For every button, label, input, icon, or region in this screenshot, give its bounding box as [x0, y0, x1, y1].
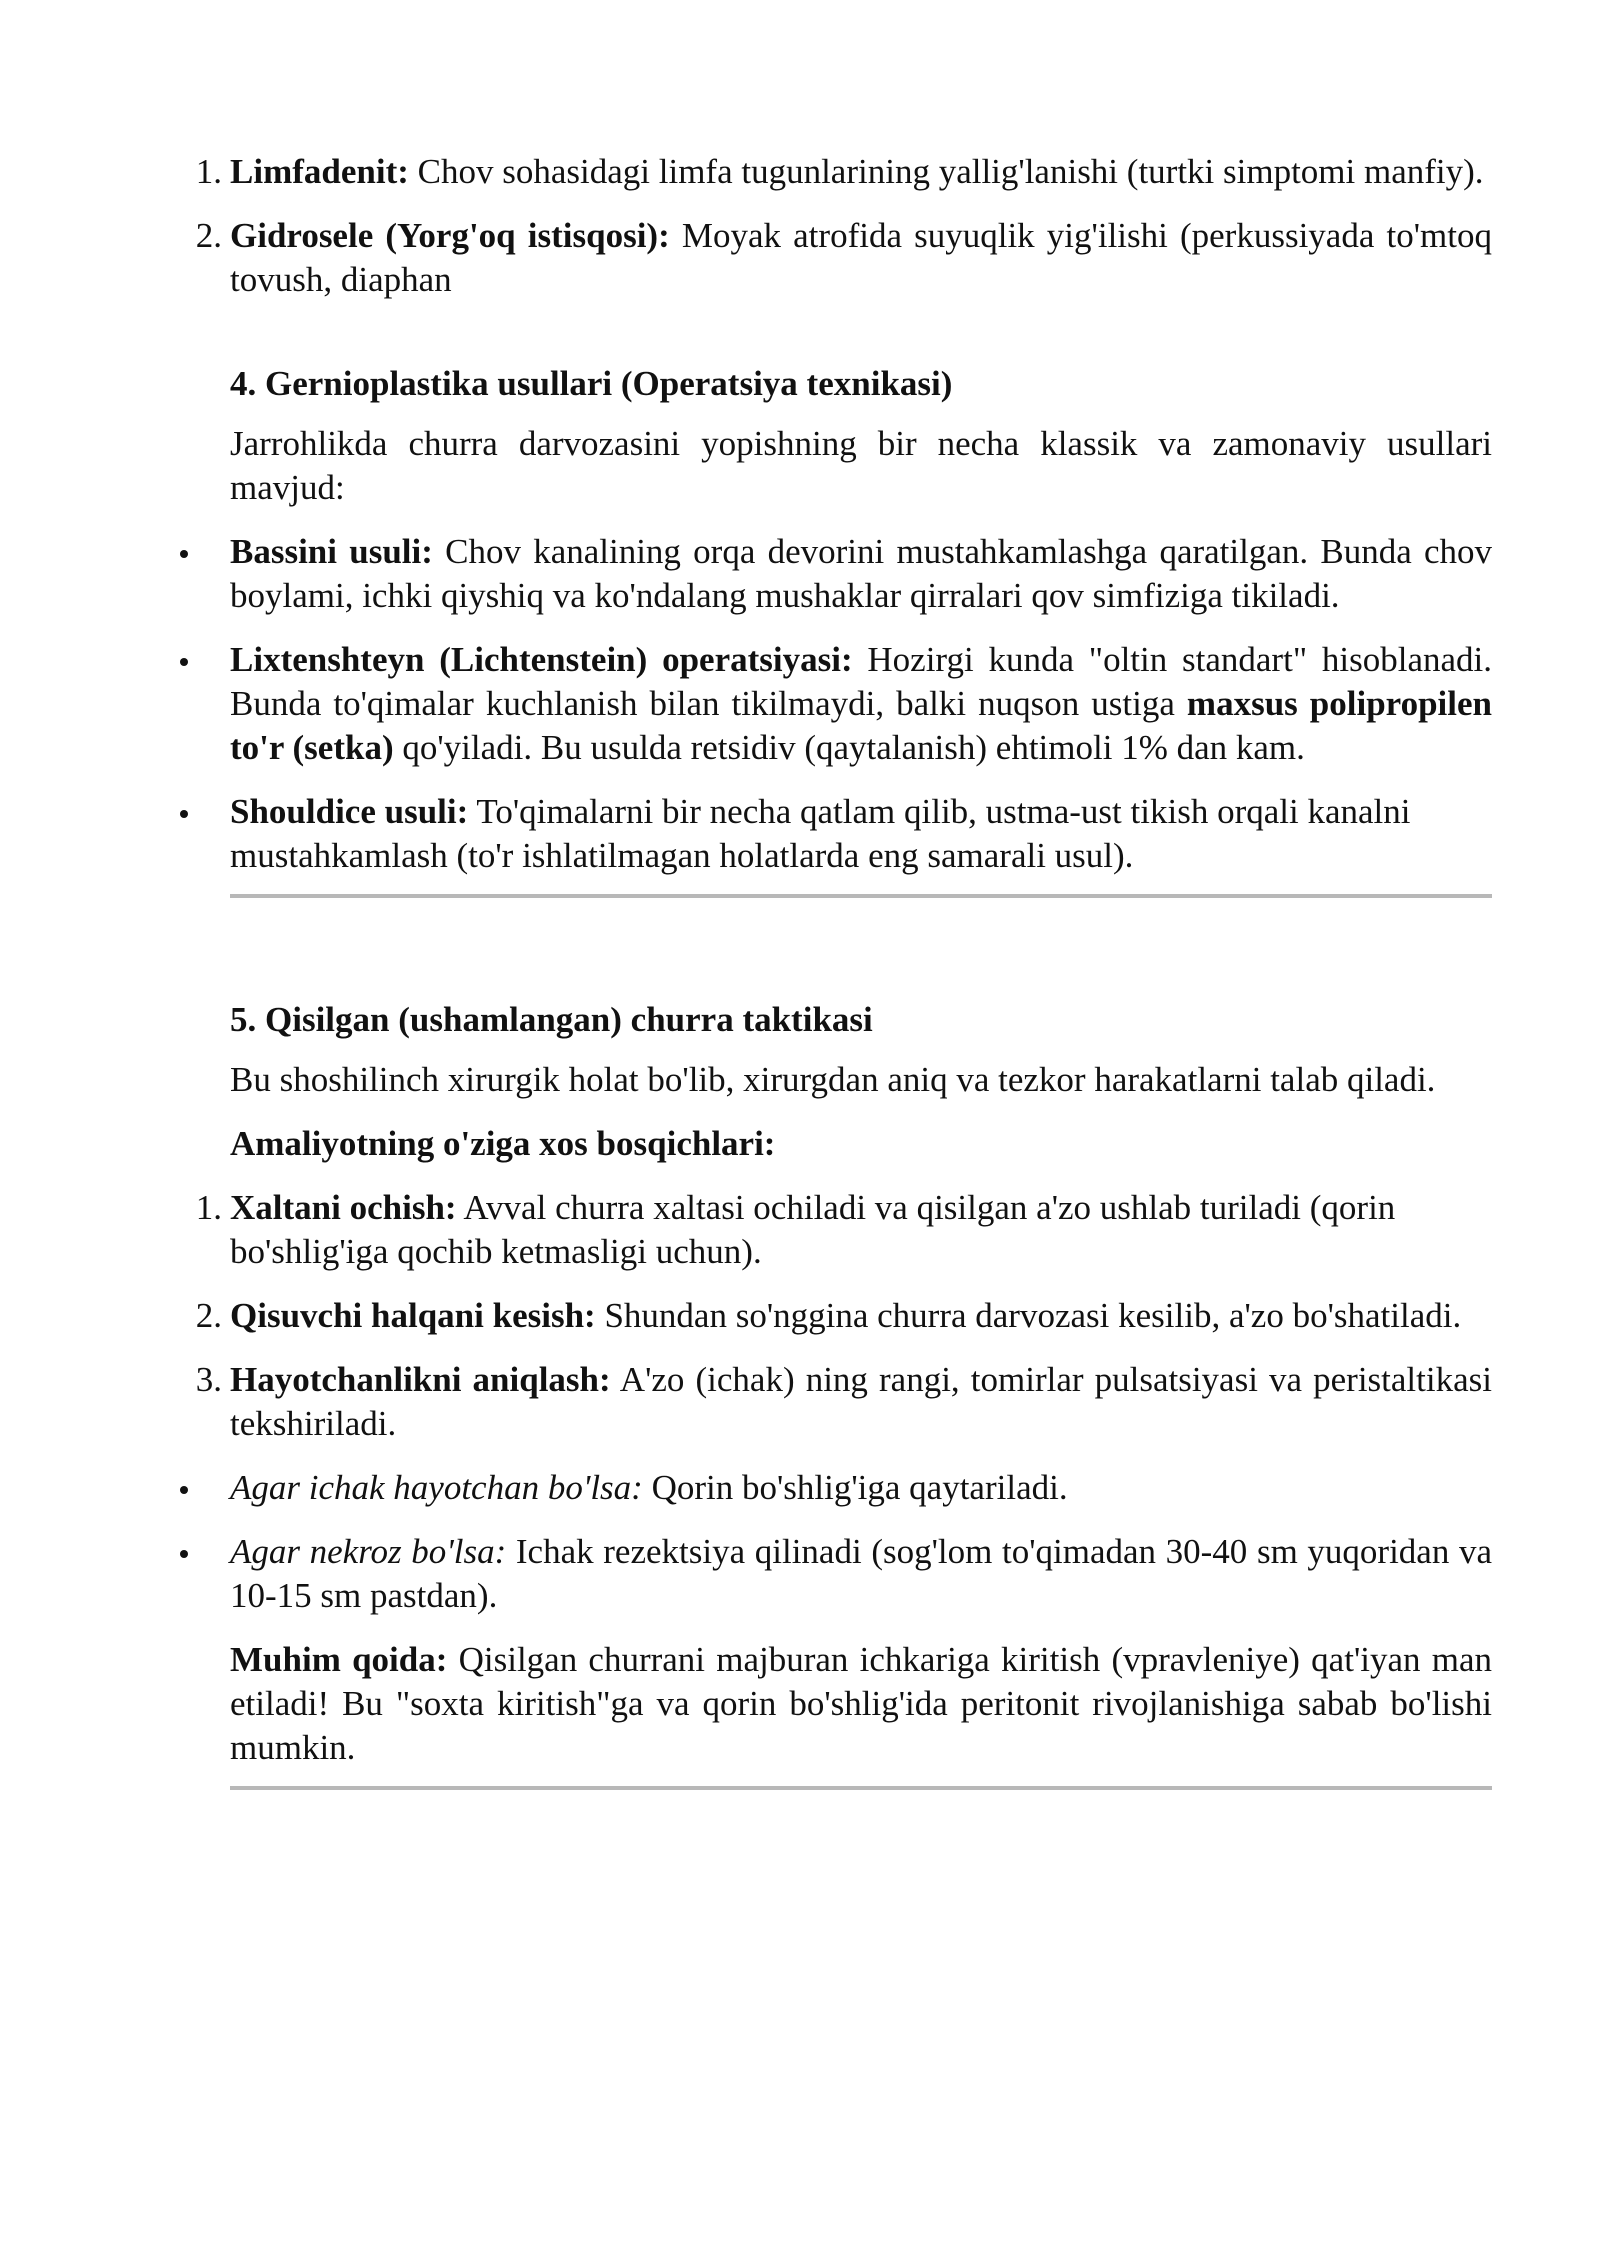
section-heading: 5. Qisilgan (ushamlangan) churra taktikasi	[230, 1000, 873, 1039]
term: Gidrosele (Yorg'oq istisqosi):	[230, 216, 670, 255]
term: Limfadenit:	[230, 152, 409, 191]
horizontal-rule	[230, 1786, 1492, 1790]
section-intro: Jarrohlikda churra darvozasini yopishning bir necha klassik va zamonaviy usullari mavjud:	[230, 424, 1492, 507]
list-item-text: Xaltani ochish: Avval churra xaltasi ochiladi va qisilgan a'zo ushlab turiladi (qorin bo'shlig'iga qochib ketmasligi uchun).	[230, 1188, 1396, 1271]
section-intro: Bu shoshilinch xirurgik holat bo'lib, xirurgdan aniq va tezkor harakatlarni talab qiladi.	[230, 1060, 1436, 1099]
list-number: 3.	[195, 1360, 222, 1399]
bullet-item	[230, 638, 1492, 770]
important-note: Muhim qoida: Qisilgan churrani majburan ichkariga kiritish (vpravleniye) qat'iyan man etiladi! Bu "soxta kiritish"ga va qorin bo'shlig'ida peritonit rivojlanishiga sabab bo'lishi mumkin.	[230, 1640, 1492, 1767]
list-item	[195, 150, 1492, 194]
list-item	[195, 214, 1492, 302]
bullet-text: Agar nekroz bo'lsa: Ichak rezektsiya qilinadi (sog'lom to'qimadan 30-40 sm yuqoridan va 10-15 sm pastdan).	[230, 1532, 1492, 1615]
condition: Agar nekroz bo'lsa:	[230, 1532, 507, 1571]
term: Bassini usuli:	[230, 532, 433, 571]
subheading: Amaliyotning o'ziga xos bosqichlari:	[230, 1124, 776, 1163]
note-term: Muhim qoida:	[230, 1640, 448, 1679]
list-item	[195, 1358, 1492, 1446]
term: Shouldice usuli:	[230, 792, 469, 831]
bullet-text: Bassini usuli: Chov kanalining orqa devorini mustahkamlashga qaratilgan. Bunda chov boylami, ichki qiyshiq va ko'ndalang mushaklar qirralari qov simfiziga tikiladi.	[230, 532, 1492, 615]
bullet-icon	[180, 550, 188, 558]
list-item-text: Qisuvchi halqani kesish: Shundan so'nggina churra darvozasi kesilib, a'zo bo'shatiladi.	[230, 1296, 1462, 1335]
bullet-text: Agar ichak hayotchan bo'lsa: Qorin bo'shlig'iga qaytariladi.	[230, 1468, 1068, 1507]
term: Qisuvchi halqani kesish:	[230, 1296, 596, 1335]
bullet-icon	[180, 810, 188, 818]
bullet-icon	[180, 658, 188, 666]
term-bold: maxsus polipropilen to'r (setka)	[230, 684, 1492, 767]
bullet-icon	[180, 1486, 188, 1494]
term: Lixtenshteyn (Lichtenstein) operatsiyasi:	[230, 640, 853, 679]
bullet-item	[230, 530, 1492, 618]
list-item-text: Gidrosele (Yorg'oq istisqosi): Moyak atrofida suyuqlik yig'ilishi (perkussiyada to'mtoq tovush, diaphan	[230, 216, 1492, 299]
condition: Agar ichak hayotchan bo'lsa:	[230, 1468, 643, 1507]
horizontal-rule	[230, 894, 1492, 898]
section-heading: 4. Gernioplastika usullari (Operatsiya texnikasi)	[230, 364, 953, 403]
bullet-text: Lixtenshteyn (Lichtenstein) operatsiyasi: Hozirgi kunda "oltin standart" hisoblanadi. Bunda to'qimalar kuchlanish bilan tikilmaydi, balki nuqson ustiga maxsus polipropilen to'r (setka) qo'yiladi. Bu usulda retsidiv (qaytalanish) ehtimoli 1% dan kam.	[230, 640, 1492, 767]
list-number: 1.	[195, 152, 222, 191]
list-number: 1.	[195, 1188, 222, 1227]
bullet-item	[230, 1466, 1492, 1510]
list-item	[195, 1294, 1492, 1338]
list-number: 2.	[195, 1296, 222, 1335]
bullet-item	[230, 790, 1492, 878]
list-number: 2.	[195, 216, 222, 255]
bullet-text: Shouldice usuli: To'qimalarni bir necha qatlam qilib, ustma-ust tikish orqali kanalni mustahkamlash (to'r ishlatilmagan holatlarda eng samarali usul).	[230, 792, 1411, 875]
bullet-item	[230, 1530, 1492, 1618]
bullet-icon	[180, 1550, 188, 1558]
term: Hayotchanlikni aniqlash:	[230, 1360, 611, 1399]
document-page	[195, 150, 1492, 1790]
list-item	[195, 1186, 1492, 1274]
list-item-text: Limfadenit: Chov sohasidagi limfa tugunlarining yallig'lanishi (turtki simptomi manfiy).	[230, 152, 1484, 191]
term: Xaltani ochish:	[230, 1188, 457, 1227]
list-item-text: Hayotchanlikni aniqlash: A'zo (ichak) ning rangi, tomirlar pulsatsiyasi va peristaltikasi tekshiriladi.	[230, 1360, 1492, 1443]
